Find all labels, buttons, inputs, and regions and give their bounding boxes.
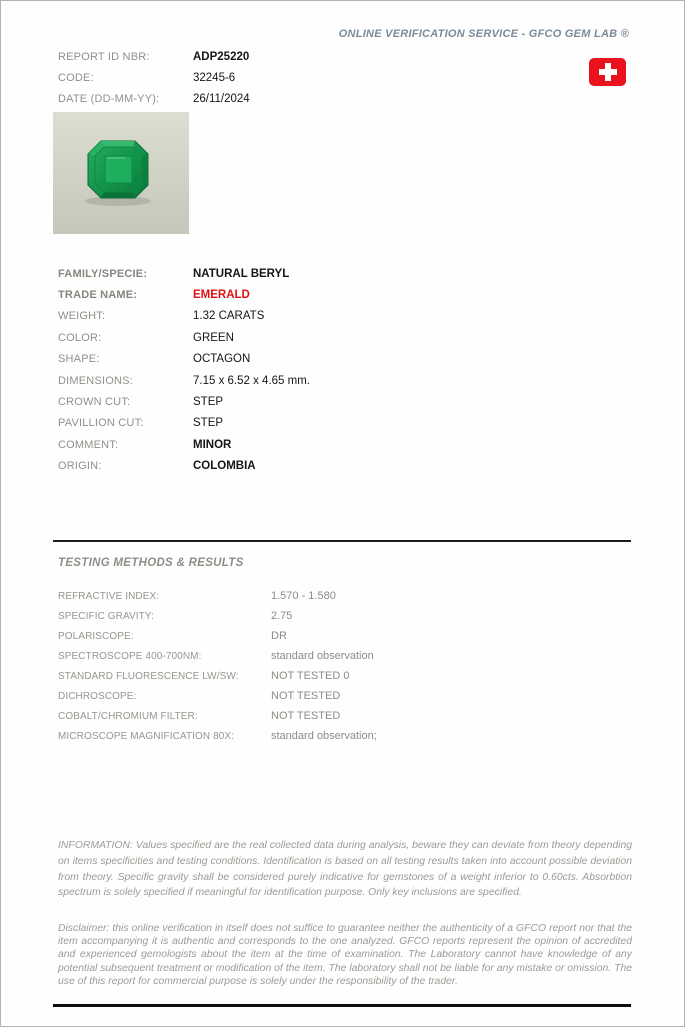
code-row [58,67,250,88]
family-label: FAMILY/SPECIE: [58,267,148,280]
swiss-cross-horizontal [599,69,617,75]
polariscope-label: POLARISCOPE: [58,630,134,642]
dimensions-row [58,370,310,391]
report-id-value: ADP25220 [193,50,250,63]
code-value: 32245-6 [193,71,236,84]
microscope-label: MICROSCOPE MAGNIFICATION 80X: [58,730,235,742]
dichroscope-value: NOT TESTED [271,690,341,702]
origin-value: COLOMBIA [193,460,256,473]
dichroscope-row [58,686,377,706]
refractive-index-row [58,586,377,606]
color-label: COLOR: [58,331,102,344]
trade-name-value: EMERALD [193,289,250,302]
information-paragraph: INFORMATION: Values specified are the real collected data during analysis, beware they can deviate from theory depending on items specificities and testing conditions. Identification is based on all testing results taken into account possible deviation from theory. Specific gravity shall be considered purely indicative for gemstones of a weight inferior to 0.60cts. Absorbtion spectrum is solely specified if meaningful for identification purpose. Only key inclusions are specified. [58,840,632,899]
comment-value: MINOR [193,438,232,451]
crown-cut-label: CROWN CUT: [58,396,131,409]
color-row [58,327,310,348]
report-id-label: REPORT ID NBR: [58,50,150,63]
weight-value: 1.32 CARATS [193,310,265,323]
microscope-row [58,726,377,746]
origin-row [58,456,310,477]
crown-cut-row [58,391,310,412]
specific-gravity-value: 2.75 [271,610,293,622]
code-label: CODE: [58,71,94,84]
swiss-flag-icon [589,58,626,86]
date-row [58,89,250,110]
page-title: ONLINE VERIFICATION SERVICE - GFCO GEM LAB ® [338,28,629,40]
identity-section [58,263,310,477]
shape-label: SHAPE: [58,353,100,366]
date-value: 26/11/2024 [193,93,250,106]
cobalt-filter-label: COBALT/CHROMIUM FILTER: [58,710,198,722]
fluorescence-value: NOT TESTED 0 [271,670,350,682]
testing-section-title: TESTING METHODS & RESULTS [58,557,244,569]
dimensions-label: DIMENSIONS: [58,374,133,387]
polariscope-value: DR [271,630,287,642]
cobalt-filter-value: NOT TESTED [271,710,341,722]
bottom-rule-line [53,1004,631,1007]
cobalt-filter-row [58,706,377,726]
trade-name-row [58,284,310,305]
color-value: GREEN [193,331,234,344]
report-meta [58,46,250,110]
family-value: NATURAL BERYL [193,267,290,280]
crown-cut-value: STEP [193,396,224,409]
refractive-index-value: 1.570 - 1.580 [271,590,336,602]
comment-label: COMMENT: [58,438,119,451]
trade-name-label: TRADE NAME: [58,289,138,302]
pavillion-cut-row [58,413,310,434]
date-label: DATE (DD-MM-YY): [58,93,160,106]
weight-label: WEIGHT: [58,310,106,323]
specific-gravity-row [58,606,377,626]
report-id-row [58,46,250,67]
dichroscope-label: DICHROSCOPE: [58,690,137,702]
pavillion-cut-label: PAVILLION CUT: [58,417,144,430]
pavillion-cut-value: STEP [193,417,224,430]
section-divider-line [53,540,631,542]
gemstone-photo [53,112,189,234]
specific-gravity-label: SPECIFIC GRAVITY: [58,610,154,622]
fluorescence-label: STANDARD FLUORESCENCE LW/SW: [58,670,239,682]
refractive-index-label: REFRACTIVE INDEX: [58,590,160,602]
spectroscope-value: standard observation [271,650,374,662]
testing-section [58,586,377,746]
shape-row [58,349,310,370]
dimensions-value: 7.15 x 6.52 x 4.65 mm. [193,374,310,387]
microscope-value: standard observation; [271,730,377,742]
shape-value: OCTAGON [193,353,251,366]
weight-row [58,306,310,327]
fluorescence-row [58,666,377,686]
origin-label: ORIGIN: [58,460,102,473]
polariscope-row [58,626,377,646]
spectroscope-row [58,646,377,666]
disclaimer-paragraph: Disclaimer: this online verification in itself does not suffice to guarantee neither the authenticity of a GFCO report nor that the item accompanying it is authentic and corresponds to the one analyzed. GFCO reports represent the opinion of accredited and experienced gemologists about the item at the time of examination. The Laboratory cannot have knowledge of any potential subsequent treatment or modification of the item. The laboratory shall not be liable for any mistake or omission. The use of this report for commercial purpose is solely under the responsibility of the trader. [58,923,632,987]
comment-row [58,434,310,455]
spectroscope-label: SPECTROSCOPE 400-700NM: [58,650,202,662]
family-row [58,263,310,284]
